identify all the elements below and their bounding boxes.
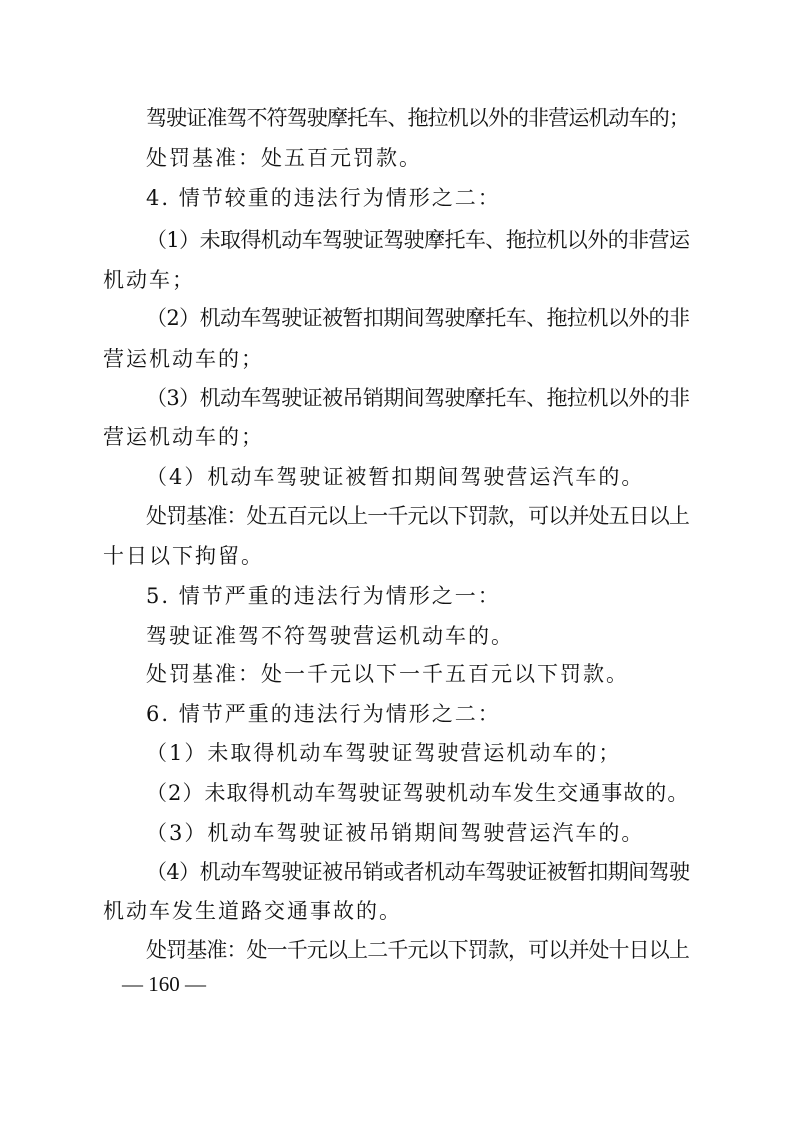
text-line: 处罚基准：处一千元以下一千五百元以下罚款。: [146, 662, 629, 686]
list-item: （2）未取得机动车驾驶证驾驶机动车发生交通事故的。: [146, 781, 690, 805]
list-item: （3）机动车驾驶证被吊销期间驾驶营运汽车的。: [146, 821, 645, 845]
list-item: （4）机动车驾驶证被吊销或者机动车驾驶证被暂扣期间驾驶: [146, 860, 690, 884]
list-item: （2）机动车驾驶证被暂扣期间驾驶摩托车、拖拉机以外的非: [146, 306, 690, 330]
page-number: — 160 —: [122, 972, 206, 996]
text-line: 营运机动车的；: [103, 425, 264, 449]
section-heading: 4. 情节较重的违法行为情形之二：: [146, 186, 501, 210]
text-line: 驾驶证准驾不符驾驶摩托车、拖拉机以外的非营运机动车的；: [146, 106, 689, 130]
list-item: （1）未取得机动车驾驶证驾驶摩托车、拖拉机以外的非营运: [146, 228, 690, 252]
text-line: 营运机动车的；: [103, 347, 264, 371]
list-item: （3）机动车驾驶证被吊销期间驾驶摩托车、拖拉机以外的非: [146, 386, 690, 410]
section-heading: 5. 情节严重的违法行为情形之一：: [146, 584, 501, 608]
section-heading: 6. 情节严重的违法行为情形之二：: [146, 702, 501, 726]
text-line: 机动车；: [103, 268, 195, 292]
text-line: 处罚基准：处一千元以上二千元以下罚款，可以并处十日以上: [146, 938, 689, 962]
text-line: 十日以下拘留。: [103, 544, 264, 568]
text-line: 处罚基准：处五百元以上一千元以下罚款，可以并处五日以上: [146, 504, 689, 528]
list-item: （1）未取得机动车驾驶证驾驶营运机动车的；: [146, 741, 622, 765]
list-item: （4）机动车驾驶证被暂扣期间驾驶营运汽车的。: [146, 465, 645, 489]
text-line: 处罚基准：处五百元罚款。: [146, 146, 422, 170]
text-line: 机动车发生道路交通事故的。: [103, 899, 402, 923]
text-line: 驾驶证准驾不符驾驶营运机动车的。: [146, 624, 514, 648]
